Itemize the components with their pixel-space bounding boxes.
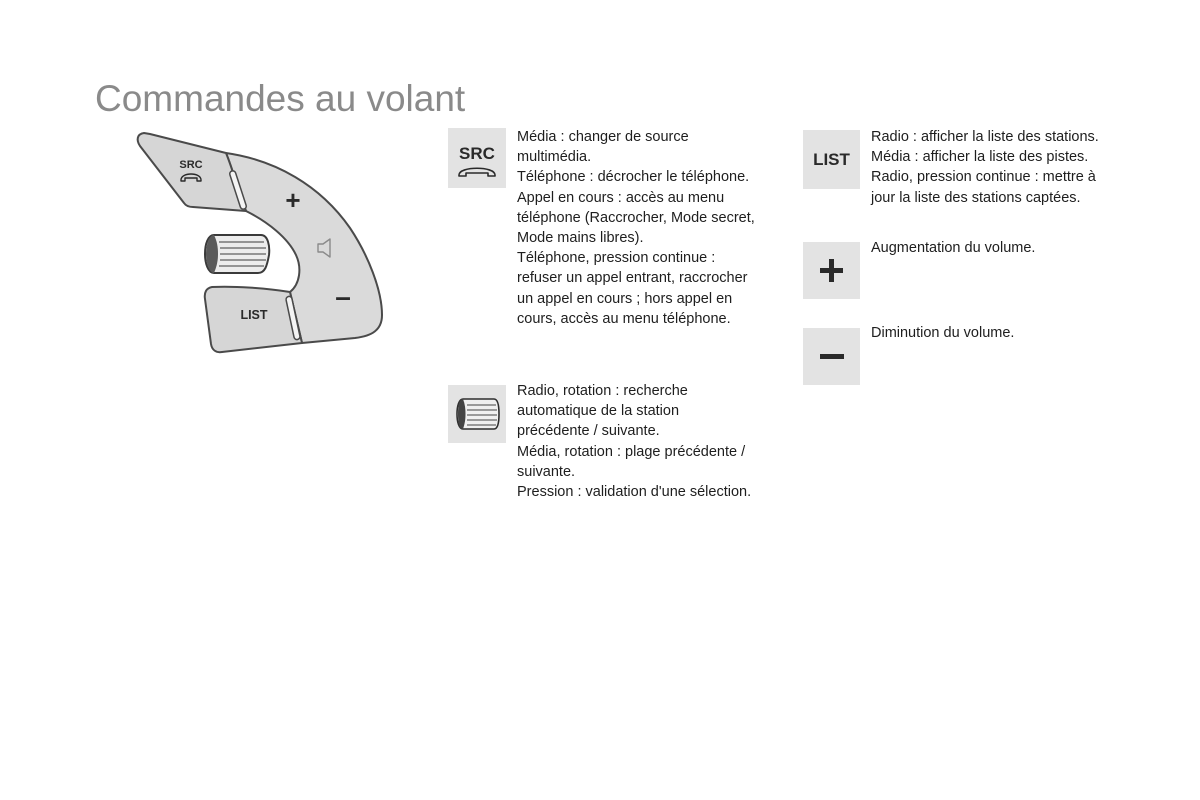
plus-icon-box <box>803 242 860 299</box>
list-icon-box <box>803 130 860 189</box>
minus-icon-box <box>803 328 860 385</box>
thumbwheel-icon <box>448 385 506 443</box>
phone-icon <box>459 168 495 176</box>
list-label: LIST <box>240 308 268 322</box>
minus-label: – <box>335 281 351 312</box>
minus-icon <box>820 354 844 359</box>
thumbwheel-illustration <box>205 235 269 273</box>
plus-label: + <box>285 185 301 215</box>
src-icon-box <box>448 128 506 188</box>
src-label: SRC <box>179 159 203 171</box>
list-icon: LIST <box>813 149 850 169</box>
src-icon-label: SRC <box>459 144 495 163</box>
src-phone-icon <box>448 128 506 188</box>
list-description: Radio : afficher la liste des stations. Média : afficher la liste des pistes. Radio, pression continue : mettre à jour la liste des stations captées. <box>871 129 1099 206</box>
page-title: Commandes au volant <box>95 78 466 119</box>
thumbwheel-description: Radio, rotation : recherche automatique de la station précédente / suivante. Média, rotation : plage précédente / suivante. Pression : validation d'une sélection. <box>517 383 752 501</box>
steering-control-illustration <box>130 125 395 360</box>
plus-icon-vertical <box>829 259 834 282</box>
thumbwheel-icon-box <box>448 385 506 443</box>
volume-down-description: Diminution du volume. <box>871 325 1015 341</box>
volume-up-description: Augmentation du volume. <box>871 240 1036 256</box>
src-description: Média : changer de source multimédia. Téléphone : décrocher le téléphone. Appel en cours : accès au menu téléphone (Raccrocher, Mode secret, Mode mains libres). Téléphone, pression continue : refuser un appel entrant, raccrocher un appel en cours ; hors appel en cours, accès au menu téléphone. <box>517 129 755 327</box>
